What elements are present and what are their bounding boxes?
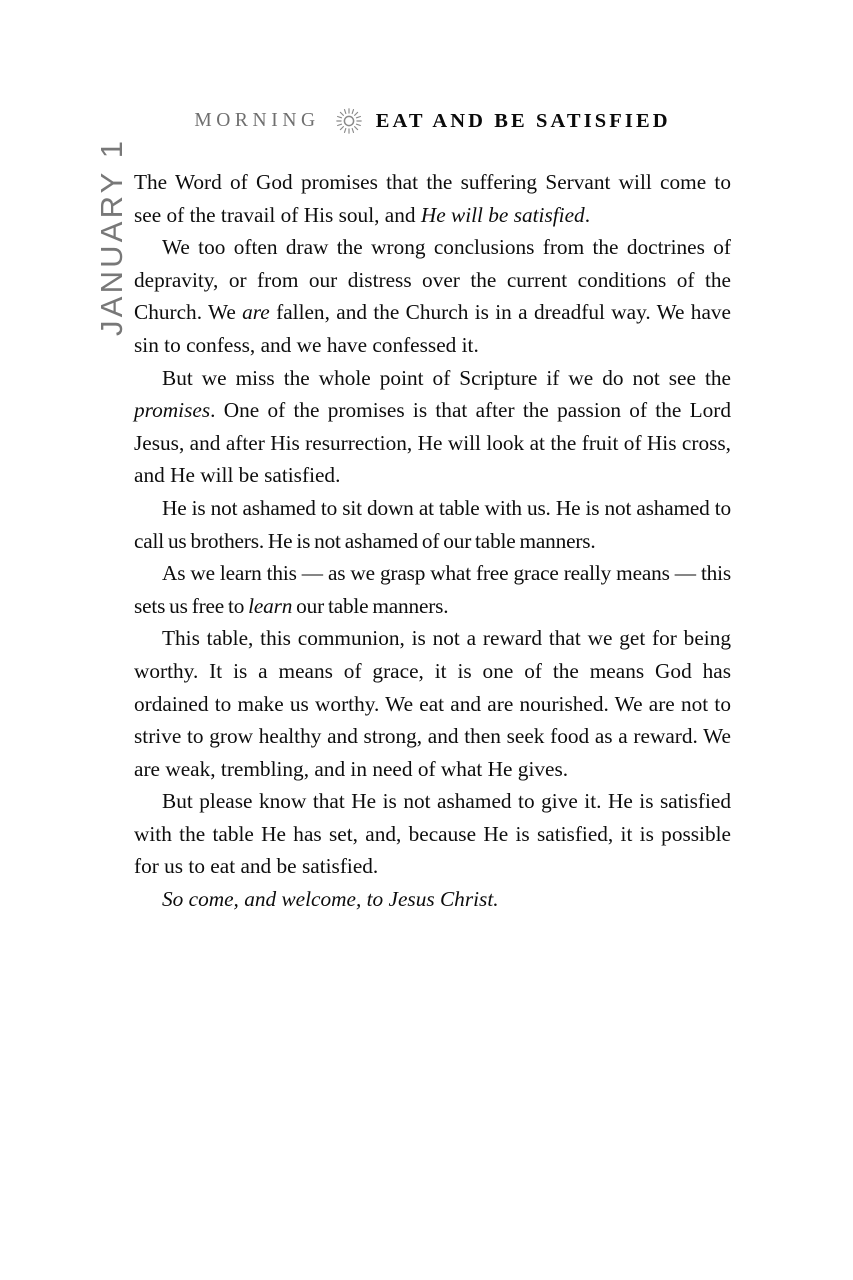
body-paragraph: The Word of God promises that the suffering Servant will come to see of the travail of His soul, and He will be satisfied. [134,170,731,227]
date-tab [0,0,129,460]
body-paragraph: But please know that He is not ashamed to give it. He is satisfied with the table He has set, and, because He is satisfied, it is possible for us to eat and be satisfied. [134,789,731,879]
devotion-title: EAT AND BE SATISFIED [375,109,671,132]
body-paragraph: So come, and welcome, to Jesus Christ. [162,887,499,912]
emphasis-text: are [242,300,270,325]
emphasis-text: promises [134,398,211,423]
body-paragraph: He is not ashamed to sit down at table with us. He is not ashamed to call us brothers. He is not ashamed of our table manners. [134,495,731,553]
body-paragraph: We too often draw the wrong conclusions from the doctrines of depravity, or from our distress over the current conditions of the Church. We are fallen, and the Church is in a dreadful way. We have sin to confess, and we have confessed it. [134,235,731,357]
date-label: JANUARY 1 [94,137,129,336]
emphasis-text: He will be satisfied [420,202,585,227]
page-content [134,0,731,916]
header-time-of-day: MORNING [194,110,320,131]
body-paragraph: As we learn this — as we grasp what free grace really means — this sets us free to learn our table manners. [134,561,731,618]
devotion-body-text [134,166,731,916]
devotion-header [134,98,731,144]
body-paragraph: This table, this communion, is not a reward that we get for being worthy. It is a means of grace, it is one of the means God has ordained to make us worthy. We eat and are nourished. We are not to strive to grow healthy and strong, and then seek food as a reward. We are weak, trembling, and in need of what He gives. [134,626,731,781]
sun-burst-icon [336,108,362,134]
body-paragraph: But we miss the whole point of Scripture if we do not see the promises. One of the promises is that after the passion of the Lord Jesus, and after His resurrection, He will look at the fruit of His cross, and He will be satisfied. [134,365,731,488]
emphasis-text: learn [248,593,293,618]
